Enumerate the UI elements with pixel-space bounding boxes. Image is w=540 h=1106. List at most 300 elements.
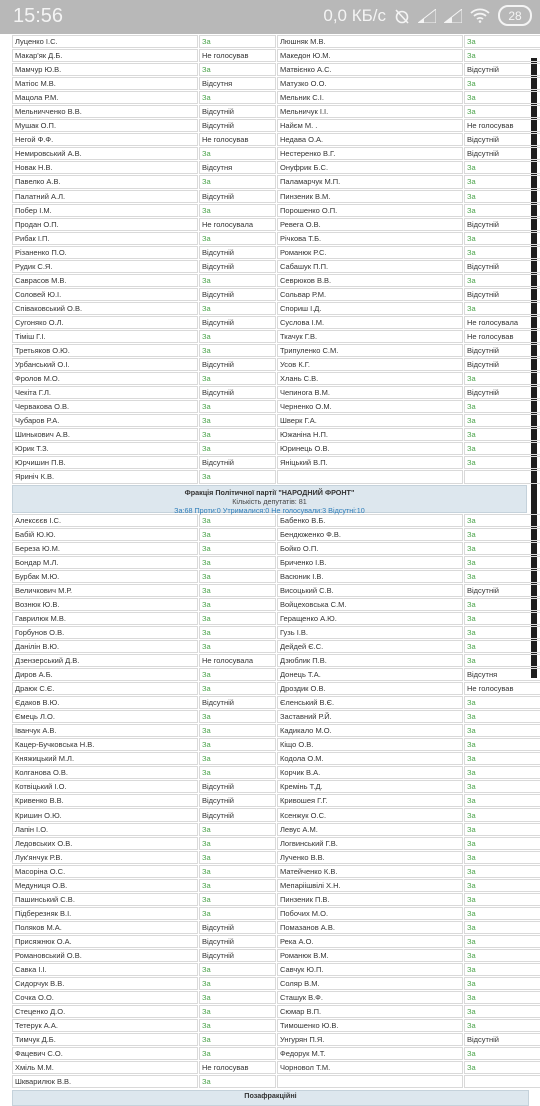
vote-result: За [464,808,540,821]
deputy-name: Тіміш Г.І. [12,330,198,343]
table-row [12,372,540,385]
vote-result: За [199,204,276,217]
vote-result: За [464,570,540,583]
vote-result: За [199,977,276,990]
vote-result: Відсутній [464,358,540,371]
deputy-name: Лук'янчук Р.В. [12,851,198,864]
vote-result: За [464,1005,540,1018]
vote-result: За [199,668,276,681]
vote-result: Відсутній [464,1033,540,1046]
deputy-name: Фролов М.О. [12,372,198,385]
vote-result: За [199,344,276,357]
deputy-name: Урбанський О.І. [12,358,198,371]
vote-result: За [199,274,276,287]
table-row [12,400,540,413]
deputy-name: Мельничук І.І. [277,105,463,118]
table-row [12,302,540,315]
table-row [12,344,540,357]
vote-result: За [464,879,540,892]
vote-result: За [464,556,540,569]
vote-result: За [464,963,540,976]
vote-result: Не голосувала [199,654,276,667]
vote-result: За [199,710,276,723]
deputy-name: Матейченко К.В. [277,865,463,878]
vote-result: За [464,991,540,1004]
status-time: 15:56 [13,5,64,27]
deputy-name: Тетерук А.А. [12,1019,198,1032]
table-row [12,682,540,695]
table-row [12,133,540,146]
deputy-name: Шинькович А.В. [12,428,198,441]
deputy-name: Ледовських О.В. [12,837,198,850]
vote-result: За [199,35,276,48]
vote-result: За [464,414,540,427]
vote-result: За [464,372,540,385]
deputy-name: Соляр В.М. [277,977,463,990]
vote-result: За [199,598,276,611]
vote-result: За [199,893,276,906]
deputy-name: Алексєєв І.С. [12,514,198,527]
vote-result: За [199,879,276,892]
table-row [12,935,540,948]
deputy-name: Кремінь Т.Д. [277,780,463,793]
deputy-name: Нестеренко В.Г. [277,147,463,160]
deputy-name: Люшняк М.В. [277,35,463,48]
vote-result: За [464,542,540,555]
vote-result: За [199,612,276,625]
vote-result: За [464,738,540,751]
deputy-name: Юрик Т.З. [12,442,198,455]
vote-result: За [199,837,276,850]
deputy-name: Гузь І.В. [277,626,463,639]
table-row [12,77,540,90]
vote-result: За [199,752,276,765]
table-row [12,865,540,878]
deputy-name: Геращенко А.Ю. [277,612,463,625]
vote-result: За [199,865,276,878]
vote-result: За [199,1005,276,1018]
deputy-name: Дейдей Є.С. [277,640,463,653]
deputy-name: Вознюк Ю.В. [12,598,198,611]
deputy-name: Дзензерський Д.В. [12,654,198,667]
vote-result: За [464,935,540,948]
table-row [12,232,540,245]
table-row [12,1047,540,1060]
deputy-name: Федорук М.Т. [277,1047,463,1060]
vote-result: Відсутній [199,794,276,807]
table-row [12,528,540,541]
table-row [12,626,540,639]
deputy-name: Колганова О.В. [12,766,198,779]
deputy-name: Донець Т.А. [277,668,463,681]
vote-result: За [199,147,276,160]
deputy-name: Немировський А.В. [12,147,198,160]
deputy-name: Матузко О.О. [277,77,463,90]
vote-result: За [199,470,276,483]
deputy-name: Черненко О.М. [277,400,463,413]
vote-result: За [464,35,540,48]
vote-result: Відсутній [199,935,276,948]
deputy-name: Котвіцький І.О. [12,780,198,793]
vote-result: За [199,738,276,751]
deputy-name: Трипуленко С.М. [277,344,463,357]
vote-result: За [464,823,540,836]
vote-result: За [464,91,540,104]
deputy-name: Рудик С.Я. [12,260,198,273]
table-row [12,752,540,765]
vote-result: Не голосував [199,1061,276,1074]
table-row [12,837,540,850]
table-row [12,963,540,976]
vote-result: За [199,584,276,597]
network-speed: 0,0 КБ/с [323,5,386,25]
deputy-name: Шкварилюк В.В. [12,1075,198,1088]
deputy-name: Червакова О.В. [12,400,198,413]
deputy-name: Юрчишин П.В. [12,456,198,469]
deputy-name: Бабенко В.Б. [277,514,463,527]
table-row [12,696,540,709]
table-row [12,921,540,934]
deputy-name: Чорновол Т.М. [277,1061,463,1074]
table-row [12,63,540,76]
vote-result: Відсутній [199,949,276,962]
vote-result: За [464,766,540,779]
table-row [12,1005,540,1018]
deputy-name: Кацер-Бучковська Н.В. [12,738,198,751]
vote-result: За [199,302,276,315]
deputy-name: Севрюков В.В. [277,274,463,287]
deputy-name: Мамчур Ю.В. [12,63,198,76]
table-row [12,879,540,892]
deputy-name: Величкович М.Р. [12,584,198,597]
deputy-name: Різаненко П.О. [12,246,198,259]
vote-result: За [464,851,540,864]
vote-result: За [199,514,276,527]
vote-result: За [464,780,540,793]
deputy-name: Помазанов А.В. [277,921,463,934]
vote-result: За [199,991,276,1004]
table-row [12,414,540,427]
deputy-name: Савка І.І. [12,963,198,976]
deputy-name [277,1075,463,1088]
vote-result: Відсутній [199,190,276,203]
table-row [12,738,540,751]
vote-result: За [464,400,540,413]
deputy-name: Єленський В.Є. [277,696,463,709]
deputy-name: Порошенко О.П. [277,204,463,217]
vote-result: Відсутній [199,119,276,132]
deputy-name: Данілін В.Ю. [12,640,198,653]
vote-result: Відсутній [464,386,540,399]
vote-result: За [199,851,276,864]
deputy-name: Фацевич С.О. [12,1047,198,1060]
table-row [12,514,540,527]
vote-result: Не голосувала [199,218,276,231]
table-row [12,161,540,174]
deputy-name: Новак Н.В. [12,161,198,174]
vote-result: За [464,654,540,667]
deputy-name: Рибак І.П. [12,232,198,245]
vote-result: Відсутній [199,260,276,273]
wifi-icon [470,8,490,23]
vote-result: За [464,865,540,878]
vote-table-2 [11,513,540,1090]
deputy-name: Романюк Р.С. [277,246,463,259]
deputy-name: Єдаков В.Ю. [12,696,198,709]
deputy-name: Диров А.Б. [12,668,198,681]
table-row [12,204,540,217]
deputy-name: Чубаров Р.А. [12,414,198,427]
deputy-name: Медуниця О.В. [12,879,198,892]
vote-results [11,34,528,1106]
vote-result: За [464,161,540,174]
deputy-name: Чепинога В.М. [277,386,463,399]
vote-result: За [199,724,276,737]
vote-result [464,1075,540,1088]
deputy-name: Сугоняко О.Л. [12,316,198,329]
vote-result: Відсутній [199,316,276,329]
table-row [12,147,540,160]
faction-stats: За:68 Проти:0 Утрималися:0 Не голосували:3 Відсутні:10 [174,505,365,515]
vote-result: За [464,837,540,850]
vote-result: За [464,696,540,709]
vote-table-1 [11,34,540,485]
table-row [12,808,540,821]
deputy-name: Драюк С.Є. [12,682,198,695]
deputy-name: Ємець Л.О. [12,710,198,723]
deputy-name: Бендюженко Ф.В. [277,528,463,541]
deputy-name: Саврасов М.В. [12,274,198,287]
table-row [12,794,540,807]
table-row [12,907,540,920]
deputy-name: Войцеховська С.М. [277,598,463,611]
vote-result: За [199,556,276,569]
vote-result: За [199,330,276,343]
deputy-name: Яніцький В.П. [277,456,463,469]
deputy-name: Паламарчук М.П. [277,175,463,188]
deputy-name: Кодола О.М. [277,752,463,765]
vote-result: Не голосував [464,119,540,132]
vote-result: За [464,528,540,541]
deputy-name: Лученко В.В. [277,851,463,864]
non-faction-header: Позафракційні [12,1090,529,1106]
deputy-name: Мепаріішвілі Х.Н. [277,879,463,892]
table-row [12,91,540,104]
vote-result: Не голосував [464,330,540,343]
vote-result: За [464,921,540,934]
deputy-name: Мельник С.І. [277,91,463,104]
deputy-name: Мушак О.П. [12,119,198,132]
status-bar [0,0,540,34]
vote-result: За [464,190,540,203]
vote-result: За [464,752,540,765]
deputy-name: Павелко А.В. [12,175,198,188]
vote-result: За [464,794,540,807]
deputy-name: Підберезняк В.І. [12,907,198,920]
deputy-name: Найєм М. . [277,119,463,132]
deputy-name: Матвієнко А.С. [277,63,463,76]
table-row [12,358,540,371]
deputy-name: Сидорчук В.В. [12,977,198,990]
vote-result: За [199,682,276,695]
vote-result: Відсутній [199,780,276,793]
vote-result: Відсутній [199,246,276,259]
faction-count: Кількість депутатів: 81 [232,496,307,506]
table-row [12,274,540,287]
deputy-name: Луценко І.С. [12,35,198,48]
vote-result: За [464,949,540,962]
deputy-name: Мацола Р.М. [12,91,198,104]
deputy-name: Суслова І.М. [277,316,463,329]
deputy-name: Горбунов О.В. [12,626,198,639]
table-row [12,1075,540,1088]
table-row [12,330,540,343]
vote-result: За [199,640,276,653]
deputy-name: Матіос М.В. [12,77,198,90]
vote-result: За [464,640,540,653]
vote-result: За [199,414,276,427]
vote-result: За [199,1019,276,1032]
vote-result: За [464,428,540,441]
vote-result: За [199,570,276,583]
deputy-name: Васюник І.В. [277,570,463,583]
table-row [12,386,540,399]
table-row [12,640,540,653]
vote-result: Відсутній [199,288,276,301]
battery-icon: 28 [498,5,532,26]
deputy-name: Кривенко В.В. [12,794,198,807]
table-row [12,556,540,569]
deputy-name: Кадикало М.О. [277,724,463,737]
status-icons [323,5,532,26]
table-row [12,218,540,231]
vote-result: За [464,274,540,287]
vote-result: Відсутній [464,133,540,146]
vote-result: За [199,175,276,188]
deputy-name: Унгурян П.Я. [277,1033,463,1046]
vote-result: За [199,1033,276,1046]
table-row [12,977,540,990]
vote-result: За [199,428,276,441]
vote-result: За [464,204,540,217]
deputy-name: Мельничченко В.В. [12,105,198,118]
signal-icon-2 [444,9,462,23]
vote-result: За [464,1019,540,1032]
table-row [12,710,540,723]
deputy-name: Сольвар Р.М. [277,288,463,301]
table-row [12,428,540,441]
vote-result: За [464,246,540,259]
vote-result [464,470,540,483]
vote-result: Відсутній [199,105,276,118]
deputy-name: Третьяков О.Ю. [12,344,198,357]
table-row [12,316,540,329]
vote-result: За [464,514,540,527]
table-row [12,823,540,836]
vote-result: Відсутній [199,808,276,821]
table-row [12,260,540,273]
vote-result: Відсутній [199,358,276,371]
table-row [12,851,540,864]
deputy-name: Бурбак М.Ю. [12,570,198,583]
vote-result: За [464,893,540,906]
table-row [12,35,540,48]
vote-result: За [464,77,540,90]
table-row [12,668,540,681]
vote-result: За [464,456,540,469]
vote-result: За [199,528,276,541]
signal-icon [418,9,436,23]
table-row [12,49,540,62]
table-row [12,470,540,483]
deputy-name: Бойко О.П. [277,542,463,555]
deputy-name: Спориш І.Д. [277,302,463,315]
vote-result: Відсутній [464,147,540,160]
deputy-name: Македон Ю.М. [277,49,463,62]
table-row [12,598,540,611]
deputy-name: Сабашук П.П. [277,260,463,273]
vote-result: За [464,49,540,62]
vote-result: За [464,302,540,315]
deputy-name: Недава О.А. [277,133,463,146]
deputy-name: Юринець О.В. [277,442,463,455]
table-row [12,724,540,737]
deputy-name: Онуфрик Б.С. [277,161,463,174]
deputy-name: Романовський О.В. [12,949,198,962]
deputy-name: Заставний Р.Й. [277,710,463,723]
deputy-name: Хміль М.М. [12,1061,198,1074]
deputy-name: Масоріна О.С. [12,865,198,878]
table-row [12,288,540,301]
deputy-name: Стеценко Д.О. [12,1005,198,1018]
deputy-name: Кіщо О.В. [277,738,463,751]
deputy-name: Береза Ю.М. [12,542,198,555]
vote-result: За [199,442,276,455]
vote-result: За [464,1061,540,1074]
table-row [12,246,540,259]
table-row [12,442,540,455]
vote-result: За [464,626,540,639]
deputy-name: Побер І.М. [12,204,198,217]
deputy-name: Дзюблик П.В. [277,654,463,667]
deputy-name: Співаковський О.В. [12,302,198,315]
deputy-name: Левус А.М. [277,823,463,836]
table-row [12,119,540,132]
deputy-name: Бондар М.Л. [12,556,198,569]
deputy-name: Яриніч К.В. [12,470,198,483]
table-row [12,175,540,188]
vote-result: За [199,400,276,413]
deputy-name: Кривошея Г.Г. [277,794,463,807]
table-row [12,584,540,597]
vote-result: За [199,232,276,245]
vote-result: За [464,598,540,611]
vote-result: Відсутня [464,668,540,681]
deputy-name: Романюк В.М. [277,949,463,962]
deputy-name: Присяжнюк О.А. [12,935,198,948]
table-row [12,780,540,793]
deputy-name: Княжицький М.Л. [12,752,198,765]
vote-result: За [464,105,540,118]
table-row [12,542,540,555]
deputy-name: Лапін І.О. [12,823,198,836]
vote-result: За [199,907,276,920]
vote-result: За [464,1047,540,1060]
vote-result: За [464,612,540,625]
deputy-name: Поляков М.А. [12,921,198,934]
deputy-name: Корчик В.А. [277,766,463,779]
table-row [12,949,540,962]
